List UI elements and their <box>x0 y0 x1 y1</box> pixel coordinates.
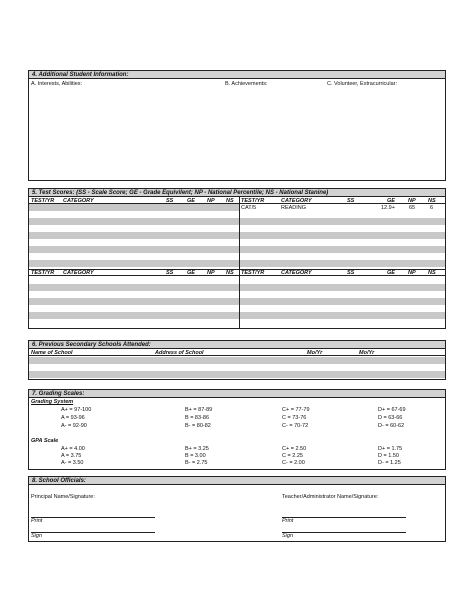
section-7-title: 7. Grading Scales: <box>29 390 445 398</box>
score-row <box>29 218 445 225</box>
hdr-ge: GE <box>387 198 395 204</box>
principal-sign-label: Sign <box>31 533 43 539</box>
achievements-label: B. Achievements: <box>225 81 268 87</box>
hdr-ss: SS <box>347 198 355 204</box>
teacher-label: Teacher/Administrator Name/Signature: <box>282 494 379 500</box>
ns-value: 6 <box>430 205 434 211</box>
score-row <box>29 291 445 298</box>
section-test-scores <box>28 188 446 329</box>
grade-cell: D+ = 67-69 <box>378 407 406 413</box>
test-scores-divider <box>239 269 240 328</box>
hdr-ns: NS <box>428 198 436 204</box>
hdr-np: NP <box>408 198 416 204</box>
gpa-cell: C = 2.25 <box>282 453 303 459</box>
score-row <box>29 204 239 211</box>
grade-cell: B = 83-86 <box>185 415 210 421</box>
hdr-category: CATEGORY <box>63 270 94 276</box>
hdr-np: NP <box>408 270 416 276</box>
score-row <box>29 284 445 291</box>
school-row <box>29 371 445 378</box>
principal-print-label: Print <box>31 518 43 524</box>
school-row <box>29 364 445 371</box>
section-grading-scales <box>28 389 446 470</box>
grade-cell: B- = 80-82 <box>185 423 211 429</box>
hdr-ss: SS <box>347 270 355 276</box>
gpa-cell: A- = 3.50 <box>61 460 84 466</box>
gpa-cell: A = 3.75 <box>61 453 82 459</box>
hdr-ns: NS <box>428 270 436 276</box>
hdr-ge: GE <box>187 270 195 276</box>
score-row <box>29 298 445 305</box>
grade-cell: D- = 60-62 <box>378 423 405 429</box>
interests-label: A. Interests, Abilities: <box>31 81 83 87</box>
gpa-cell: B = 3.00 <box>185 453 206 459</box>
gpa-cell: B+ = 3.25 <box>185 446 209 452</box>
grade-cell: D = 63-66 <box>378 415 403 421</box>
gpa-cell: D = 1.50 <box>378 453 399 459</box>
gpa-cell: D- = 1.25 <box>378 460 401 466</box>
section-8-title: 8. School Officials: <box>29 477 445 485</box>
score-row <box>29 260 445 267</box>
gpa-scale-title: GPA Scale <box>31 438 59 444</box>
principal-sign-line[interactable] <box>31 532 155 533</box>
score-row <box>29 225 445 232</box>
school-row <box>29 357 445 364</box>
gpa-cell: C+ = 2.50 <box>282 446 307 452</box>
score-row <box>29 253 445 260</box>
grade-cell: C- = 70-72 <box>282 423 309 429</box>
hdr-address-of-school: Address of School <box>155 350 204 356</box>
hdr-test-yr: TEST/YR <box>31 198 55 204</box>
section-6-title: 6. Previous Secondary Schools Attended: <box>29 341 445 349</box>
test-cat5: CAT/5 <box>241 205 257 211</box>
hdr-category: CATEGORY <box>63 198 94 204</box>
grade-cell: A = 93-96 <box>61 415 85 421</box>
section-school-officials <box>28 476 446 542</box>
teacher-sign-label: Sign <box>282 533 294 539</box>
hdr-ss: SS <box>166 270 174 276</box>
volunteer-label: C. Volunteer, Extracurricular: <box>327 81 398 87</box>
gpa-cell: B- = 2.75 <box>185 460 208 466</box>
np-value: 65 <box>409 205 416 211</box>
score-row <box>29 239 445 246</box>
grade-cell: C+ = 77-79 <box>282 407 310 413</box>
hdr-category: CATEGORY <box>281 270 312 276</box>
section-4-title: 4. Additional Student Information: <box>29 71 445 79</box>
teacher-sign-line[interactable] <box>282 532 406 533</box>
score-row <box>29 305 445 312</box>
section-additional-info <box>28 70 446 181</box>
score-row <box>29 319 445 326</box>
grade-cell: A+ = 97-100 <box>61 407 92 413</box>
gpa-cell: C- = 2.00 <box>282 460 305 466</box>
principal-print-line[interactable] <box>31 517 155 518</box>
grade-cell: B+ = 87-89 <box>185 407 213 413</box>
test-header-row-top <box>29 197 445 204</box>
schools-header-row <box>29 349 445 356</box>
hdr-test-yr: TEST/YR <box>31 270 55 276</box>
hdr-np: NP <box>207 198 215 204</box>
teacher-print-label: Print <box>282 518 294 524</box>
score-row <box>29 312 445 319</box>
score-row <box>29 232 445 239</box>
score-row <box>29 211 445 218</box>
hdr-ge: GE <box>187 198 195 204</box>
gpa-cell: D+ = 1.75 <box>378 446 403 452</box>
grade-cell: C = 73-76 <box>282 415 307 421</box>
hdr-test-yr: TEST/YR <box>241 270 265 276</box>
principal-label: Principal Name/Signature: <box>31 494 95 500</box>
grade-cell: A- = 92-90 <box>61 423 87 429</box>
section-previous-schools <box>28 340 446 380</box>
hdr-mo-yr-to: Mo/Yr <box>359 350 375 356</box>
teacher-print-line[interactable] <box>282 517 406 518</box>
score-row <box>240 204 445 211</box>
hdr-category: CATEGORY <box>281 198 312 204</box>
ge-value: 12.9+ <box>381 205 395 211</box>
hdr-mo-yr-from: Mo/Yr <box>307 350 323 356</box>
gpa-cell: A+ = 4.00 <box>61 446 85 452</box>
score-row <box>29 277 445 284</box>
hdr-np: NP <box>207 270 215 276</box>
test-header-row-bottom <box>29 269 445 276</box>
section-5-title: 5. Test Scores: (SS - Scale Score; GE - Grade Equivilent; NP - National Percentile; NS - National Stanine) <box>29 189 445 197</box>
hdr-test-yr: TEST/YR <box>241 198 265 204</box>
hdr-ns: NS <box>226 198 234 204</box>
hdr-ge: GE <box>387 270 395 276</box>
hdr-name-of-school: Name of School <box>31 350 73 356</box>
category-reading: READING <box>281 205 307 211</box>
score-row <box>29 246 445 253</box>
grading-system-title: Grading System <box>31 399 74 405</box>
hdr-ss: SS <box>166 198 174 204</box>
hdr-ns: NS <box>226 270 234 276</box>
